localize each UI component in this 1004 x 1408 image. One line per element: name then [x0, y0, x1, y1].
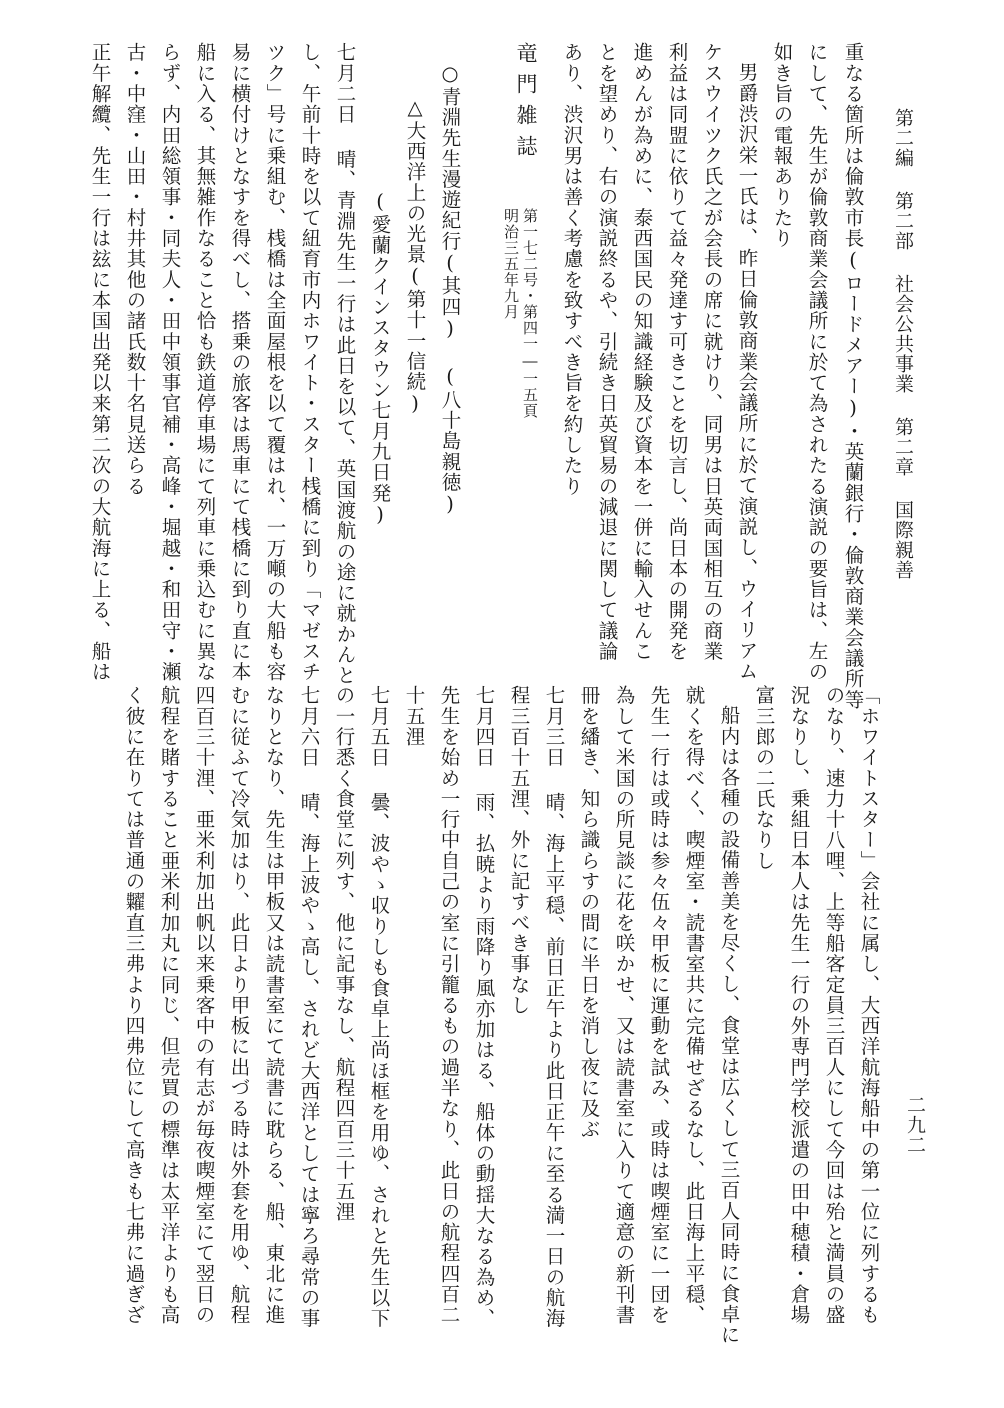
- text-line: なりとなり、先生は甲板又は読書室にて読書に耽らる、船、東北に進: [262, 685, 286, 1326]
- text-line: 四百三十浬、亜米利加出帆以来乗客中の有志が毎夜喫煙室にて翌日の: [192, 685, 216, 1326]
- running-head: 第二編 第二部 社会公共事業 第二章 国際親善: [892, 108, 914, 580]
- text-line: 況なりし、乗組日本人は先生一行の外専門学校派遣の田中穂積・倉場: [787, 685, 811, 1326]
- text-line: 古・中窪・山田・村井其他の諸氏数十名見送らる: [123, 42, 147, 497]
- text-line: 七月五日 曇、波やゝ収りしも食卓上尚ほ框を用ゆ、されと先生以下: [367, 685, 391, 1329]
- text-line: の一行悉く食堂に列す、他に記事なし、航程四百三十五浬: [332, 685, 356, 1222]
- text-line: 船内は各種の設備善美を尽くし、食堂は広くして三百人同時に食卓に: [717, 705, 741, 1346]
- text-line: あり、渋沢男は善く考慮を致すべき旨を約したり: [560, 42, 584, 497]
- text-line: 七月三日 晴、海上平穏、前日正午より此日正午に至る満一日の航海: [542, 685, 566, 1329]
- dateline: (愛蘭クインスタウン七月九日発): [368, 190, 392, 528]
- text-line: 易に横付けとなすを得べし、搭乗の旅客は馬車にて桟橋に到り直に本: [228, 42, 252, 683]
- text-line: 利益は同盟に依りて益々発達す可きことを切言し、尚日本の開発を: [665, 42, 689, 662]
- page-number: 二九二: [904, 1095, 926, 1155]
- text-line: く彼に在りては普通の糶直三弗より四弗位にして高きも七弗に過ぎざ: [122, 685, 146, 1326]
- text-line: ケスウイツク氏之が会長の席に就けり、同男は日英両国相互の商業: [700, 42, 724, 662]
- text-line: 程三百十五浬、外に記すべき事なし: [507, 685, 531, 1016]
- text-line: 先生を始め一行中自己の室に引籠るもの過半なり、此日の航程四百二: [437, 685, 461, 1326]
- text-line: 十五浬: [402, 685, 426, 747]
- text-line: 重なる箇所は倫敦市長(ロードメアー)・英蘭銀行・倫敦商業会議所等: [841, 42, 865, 710]
- text-line: 七月六日 晴、海上波やゝ高し、されど大西洋としては寧ろ尋常の事: [297, 685, 321, 1329]
- text-line: のなり、速力十八哩、上等船客定員三百人にして今回は殆と満員の盛: [822, 685, 846, 1326]
- magazine-title: 竜門雑誌: [514, 42, 538, 166]
- magazine-issue: 第一七二号・第四一―一五頁: [521, 208, 539, 419]
- text-line: 為して米国の所見談に花を咲かせ、又は読書室に入りて適意の新刊書: [612, 685, 636, 1326]
- article-title: ○青淵先生漫遊紀行(其四) (八十島親徳): [438, 62, 462, 517]
- text-line: にして、先生が倫敦商業会議所に於て為されたる演説の要旨は、左の: [805, 42, 829, 683]
- text-line: 航程を賭すること亜米利加丸に同じ、但売買の標準は太平洋よりも高: [157, 685, 181, 1326]
- text-line: とを望めり、右の演説終るや、引続き日英貿易の減退に関して議論: [595, 42, 619, 662]
- text-line: 進めんが為めに、泰西国民の知識経験及び資本を一併に輸入せんこ: [630, 42, 654, 662]
- text-line: 正午解纜、先生一行は玆に本国出発以来第二次の大航海に上る、船は: [88, 42, 112, 683]
- text-line: ツク」号に乗組む、桟橋は全面屋根を以て覆はれ、一万噸の大船も容: [263, 42, 287, 683]
- text-line: 七月二日 晴、青淵先生一行は此日を以て、英国渡航の途に就かんと: [333, 42, 357, 686]
- text-line: むに従ふて冷気加はり、此日より甲板に出づる時は外套を用ゆ、航程: [227, 685, 251, 1326]
- text-line: 船に入る、其無雑作なること恰も鉄道停車場にて列車に乗込むに異な: [193, 42, 217, 683]
- text-line: 男爵渋沢栄一氏は、昨日倫敦商業会議所に於て演説し、ウイリアム: [735, 62, 759, 682]
- magazine-date: 明治三五年九月: [502, 208, 520, 320]
- text-line: 先生一行は或時は参々伍々甲板に運動を試み、或時は喫煙室に一団を: [647, 685, 671, 1326]
- text-line: 冊を繙き、知ら識らすの間に半日を消し夜に及ぶ: [577, 685, 601, 1140]
- text-line: 富三郎の二氏なりし: [752, 685, 776, 871]
- text-line: 如き旨の電報ありたり: [770, 42, 794, 249]
- text-line: 就くを得べく、喫煙室・読書室共に完備せざるなし、此日海上平穏、: [682, 685, 706, 1326]
- text-line: し、午前十時を以て紐育市内ホワイト・スター桟橋に到り「マゼスチ: [298, 42, 322, 683]
- text-line: 「ホワイトスター」会社に属し、大西洋航海船中の第一位に列するも: [857, 685, 881, 1326]
- article-subtitle: △大西洋上の光景(第十一信続): [403, 96, 427, 417]
- text-line: 七月四日 雨、払暁より雨降り風亦加はる、船体の動揺大なる為め、: [472, 685, 496, 1329]
- text-line: らず、内田総領事・同夫人・田中領事官補・高峰・堀越・和田守・瀬: [158, 42, 182, 683]
